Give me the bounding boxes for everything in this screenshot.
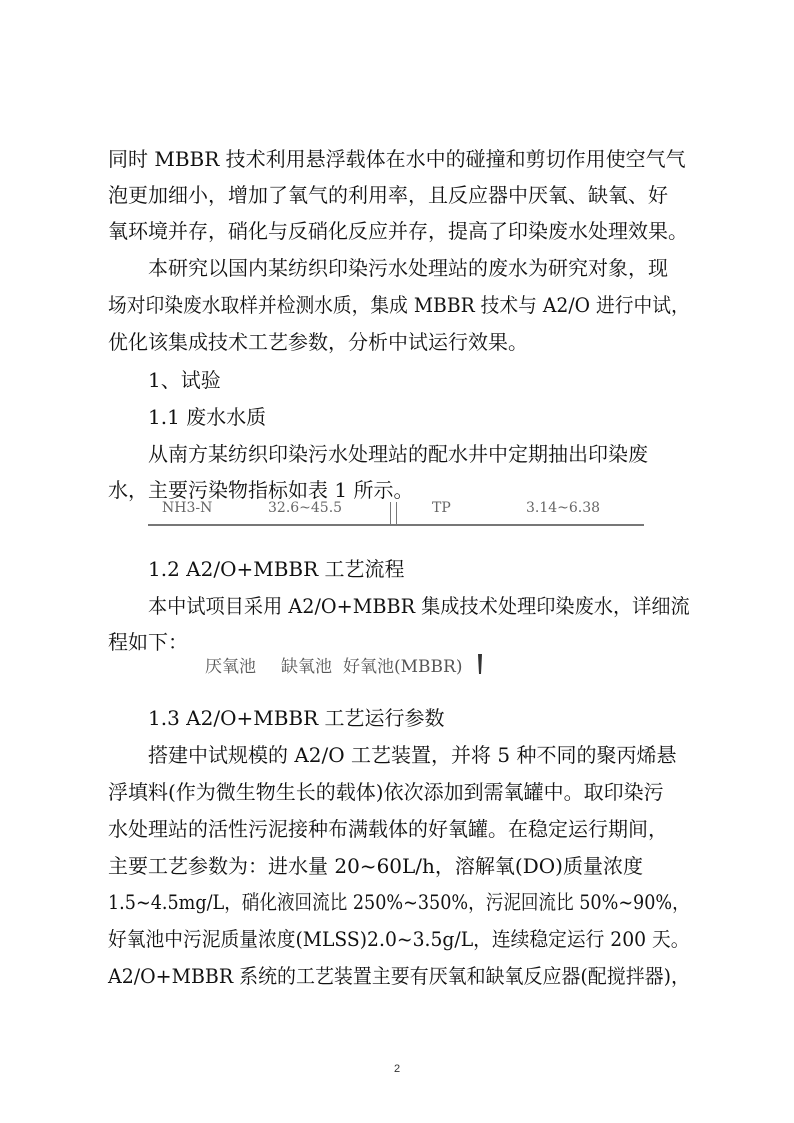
paragraph-line: 本中试项目采用 A2/O+MBBR 集成技术处理印染废水，详细流	[148, 594, 690, 618]
table-cell: 32.6~45.5	[268, 500, 343, 516]
paragraph-line: 氧环境并存，硝化与反硝化反应并存，提高了印染废水处理效果。	[108, 219, 688, 243]
subsection-heading: 1.3 A2/O+MBBR 工艺运行参数	[148, 706, 445, 730]
paragraph-line: 从南方某纺织印染污水处理站的配水井中定期抽出印染废	[148, 442, 648, 466]
subsection-heading: 1.1 废水水质	[148, 405, 267, 429]
table-1-fragment	[148, 494, 644, 530]
paragraph-line: 程如下：	[108, 630, 188, 654]
paragraph-line: 搭建中试规模的 A2/O 工艺装置，并将 5 种不同的聚丙烯悬	[148, 743, 677, 767]
paragraph-line: 场对印染废水取样并检测水质，集成 MBBR 技术与 A2/O 进行中试，	[108, 293, 690, 317]
table-divider	[396, 502, 397, 524]
flow-node-anoxic: 缺氧池	[281, 657, 332, 677]
process-flow-fragment	[205, 650, 505, 682]
paragraph-line: 主要工艺参数为：进水量 20~60L/h，溶解氧(DO)质量浓度	[108, 854, 643, 878]
paragraph-line: 本研究以国内某纺织印染污水处理站的废水为研究对象，现	[148, 256, 668, 280]
table-bottom-rule	[148, 524, 644, 526]
table-cell: TP	[432, 500, 451, 516]
table-cell: 3.14~6.38	[526, 500, 601, 516]
table-divider	[390, 502, 391, 524]
arrow-up-icon	[478, 654, 482, 674]
paragraph-line: 优化该集成技术工艺参数，分析中试运行效果。	[108, 330, 528, 354]
paragraph-line: 泡更加细小，增加了氧气的利用率，且反应器中厌氧、缺氧、好	[108, 183, 668, 207]
page-number: 2	[393, 1063, 401, 1075]
flow-node-anaerobic: 厌氧池	[205, 657, 256, 677]
paragraph-line: 水处理站的活性污泥接种布满载体的好氧罐。在稳定运行期间，	[108, 817, 668, 841]
subsection-heading: 1.2 A2/O+MBBR 工艺流程	[148, 557, 405, 581]
section-heading: 1、试验	[148, 368, 221, 392]
flow-node-aerobic: 好氧池(MBBR)	[343, 657, 463, 677]
paragraph-line: 1.5~4.5mg/L，硝化液回流比 250%~350%，污泥回流比 50%~90%，	[108, 890, 690, 914]
paragraph-line: 浮填料(作为微生物生长的载体)依次添加到需氧罐中。取印染污	[108, 780, 664, 804]
paragraph-line: 水，主要污染物指标如表 1 所示。	[108, 478, 414, 502]
table-cell: NH3-N	[162, 500, 213, 516]
paragraph-line: 同时 MBBR 技术利用悬浮载体在水中的碰撞和剪切作用使空气气	[108, 147, 686, 171]
paragraph-line: A2/O+MBBR 系统的工艺装置主要有厌氧和缺氧反应器(配搅拌器)，	[108, 964, 690, 988]
paragraph-line: 好氧池中污泥质量浓度(MLSS)2.0~3.5g/L，连续稳定运行 200 天。	[108, 927, 690, 951]
